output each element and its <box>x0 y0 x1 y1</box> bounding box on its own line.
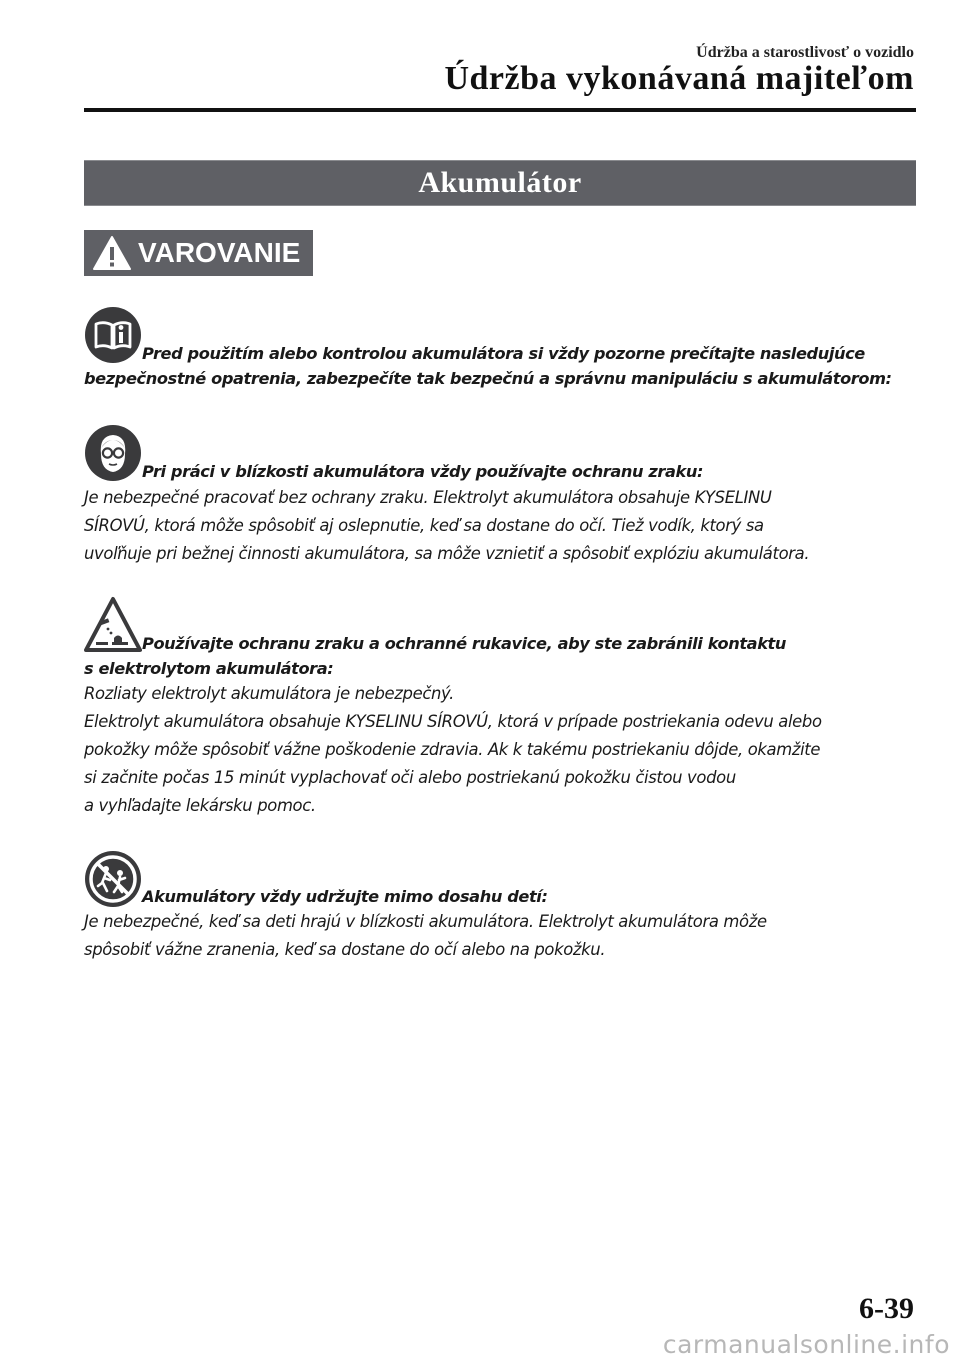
chapter-header: Údržba a starostlivosť o vozidlo <box>696 44 914 61</box>
block-title-line: Pri práci v blízkosti akumulátora vždy používajte ochranu zraku: <box>142 462 704 481</box>
warning-label: VAROVANIE <box>138 237 301 268</box>
block-title-line: Akumulátory vždy udržujte mimo dosahu detí: <box>142 887 548 906</box>
page-title-band <box>84 160 916 206</box>
corrosive-hazard-icon <box>84 596 142 654</box>
block-body-line: Rozliaty elektrolyt akumulátora je nebezpečný. <box>84 684 454 703</box>
page-number: 6-39 <box>859 1292 914 1325</box>
block-title-line: Pred použitím alebo kontrolou akumulátora si vždy pozorne prečítajte nasledujúce <box>142 344 865 363</box>
warning-block-read-manual <box>84 306 920 396</box>
block-body-line: si začnite počas 15 minút vyplachovať oči alebo postriekanú pokožku čistou vodou <box>84 768 736 787</box>
block-body-line: Je nebezpečné pracovať bez ochrany zraku. Elektrolyt akumulátora obsahuje KYSELINU <box>84 488 772 507</box>
block-body-line: Elektrolyt akumulátora obsahuje KYSELINU SÍROVÚ, ktorá v prípade postriekania odevu alebo <box>84 712 822 731</box>
warning-block-children <box>84 850 920 970</box>
block-body-line: uvoľňuje pri bežnej činnosti akumulátora, sa môže vznietiť a spôsobiť explóziu akumulátora. <box>84 544 810 563</box>
block-body-line: SÍROVÚ, ktorá môže spôsobiť aj oslepnutie, keď sa dostane do očí. Tiež vodík, ktorý sa <box>84 516 764 535</box>
block-body-line: Je nebezpečné, keď sa deti hrajú v blízkosti akumulátora. Elektrolyt akumulátora môže <box>84 912 767 931</box>
watermark: carmanualsonline.info <box>662 1330 950 1359</box>
page-title: Akumulátor <box>418 166 582 199</box>
block-body-line: spôsobiť vážne zranenia, keď sa dostane do očí alebo na pokožku. <box>84 940 606 959</box>
warning-badge <box>84 230 313 276</box>
block-title-line: Používajte ochranu zraku a ochranné rukavice, aby ste zabránili kontaktu <box>142 634 787 653</box>
read-manual-icon <box>84 306 142 364</box>
header-divider <box>84 108 916 112</box>
keep-away-children-icon <box>84 850 142 908</box>
eye-protection-icon <box>84 424 142 482</box>
warning-block-eye-protection <box>84 424 920 574</box>
block-title-line: bezpečnostné opatrenia, zabezpečíte tak bezpečnú a správnu manipuláciu s akumulátorom: <box>84 369 892 388</box>
block-title-line: s elektrolytom akumulátora: <box>84 659 334 678</box>
section-header: Údržba vykonávaná majiteľom <box>444 60 914 97</box>
warning-block-corrosive <box>84 596 920 828</box>
block-body-line: a vyhľadajte lekársku pomoc. <box>84 796 316 815</box>
block-body-line: pokožky môže spôsobiť vážne poškodenie zdravia. Ak k takému postriekaniu dôjde, okamžite <box>84 740 821 759</box>
warning-triangle-icon <box>90 233 134 273</box>
